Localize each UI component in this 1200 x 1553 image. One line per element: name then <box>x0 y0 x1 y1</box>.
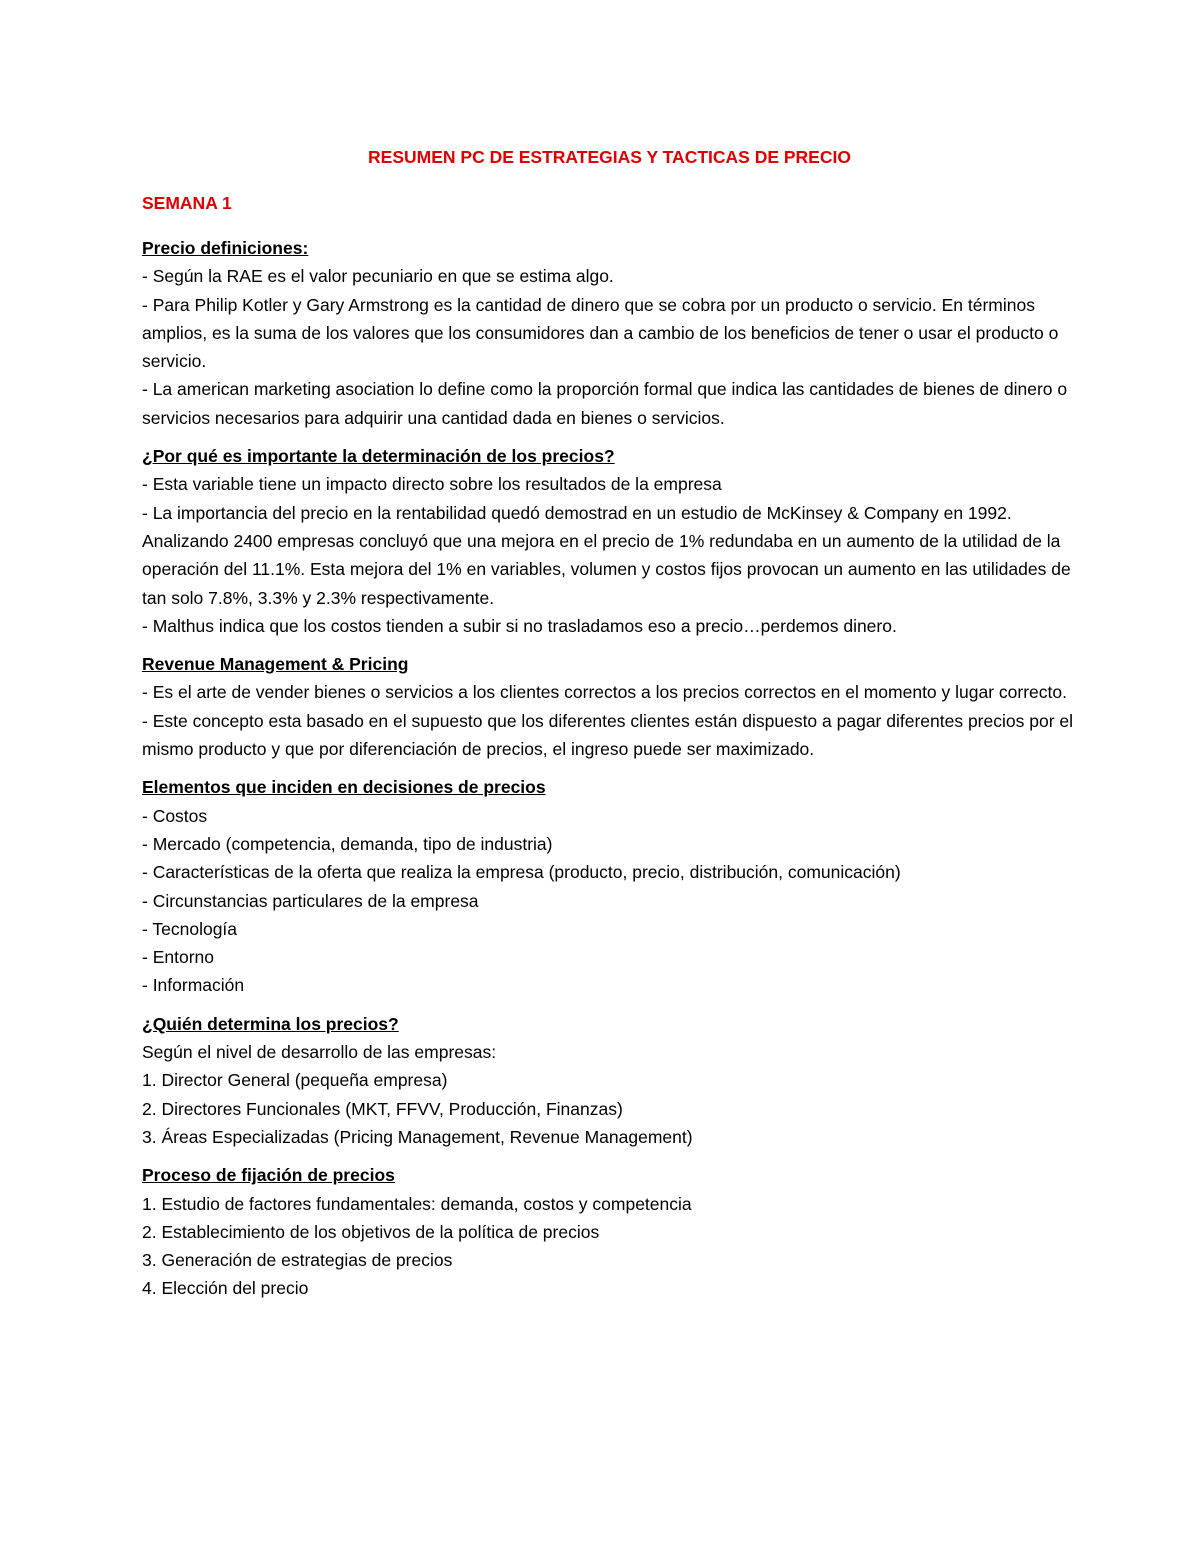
elements-list <box>142 802 1077 1000</box>
paragraph: - Malthus indica que los costos tienden a subir si no trasladamos eso a precio…perdemos dinero. <box>142 615 897 636</box>
list-item: - Mercado (competencia, demanda, tipo de industria) <box>142 833 553 854</box>
list-item: 2. Establecimiento de los objetivos de la política de precios <box>142 1221 600 1242</box>
paragraph: - Este concepto esta basado en el supuesto que los diferentes clientes están dispuesto a pagar diferentes precios por el mismo producto y que por diferenciación de precios, el ingreso puede ser maximizado. <box>142 710 1074 760</box>
list-item: - Costos <box>142 805 208 826</box>
list-item: - Circunstancias particulares de la empresa <box>142 890 479 911</box>
list-item: 3. Áreas Especializadas (Pricing Management, Revenue Management) <box>142 1126 693 1147</box>
section-heading: Precio definiciones: <box>142 238 309 258</box>
section-precio-definiciones <box>142 234 1077 432</box>
section-revenue-management <box>142 650 1077 763</box>
section-heading: Revenue Management & Pricing <box>142 654 409 675</box>
list-item: 1. Director General (pequeña empresa) <box>142 1070 448 1091</box>
section-heading: Elementos que inciden en decisiones de precios <box>142 777 546 798</box>
list-item: 1. Estudio de factores fundamentales: demanda, costos y competencia <box>142 1193 692 1214</box>
section-heading: Proceso de fijación de precios <box>142 1165 395 1186</box>
section-heading: ¿Por qué es importante la determinación de los precios? <box>142 446 615 467</box>
list-item: 4. Elección del precio <box>142 1278 309 1299</box>
section-elementos <box>142 773 1077 999</box>
week-label: SEMANA 1 <box>142 193 232 213</box>
paragraph: - Para Philip Kotler y Gary Armstrong es la cantidad de dinero que se cobra por un producto o servicio. En términos amplios, es la suma de los valores que los consumidores dan a cambio de los beneficios de tener o usar el producto o servicio. <box>142 294 1059 372</box>
section-quien-determina <box>142 1010 1077 1151</box>
list-item: - Tecnología <box>142 918 238 939</box>
paragraph: - Es el arte de vender bienes o servicios a los clientes correctos a los precios correctos en el momento y lugar correcto. <box>142 682 1067 703</box>
paragraph: - Esta variable tiene un impacto directo sobre los resultados de la empresa <box>142 474 722 495</box>
process-list <box>142 1190 1077 1303</box>
section-proceso-fijacion <box>142 1161 1077 1302</box>
list-item: - Entorno <box>142 947 214 968</box>
list-item: 3. Generación de estrategias de precios <box>142 1250 453 1271</box>
paragraph: - La american marketing asociation lo define como la proporción formal que indica las cantidades de bienes de dinero o servicios necesarios para adquirir una cantidad dada en bienes o servicios. <box>142 379 1068 428</box>
section-importancia-precios <box>142 442 1077 640</box>
paragraph: - La importancia del precio en la rentabilidad quedó demostrad en un estudio de McKinsey & Company en 1992. Analizando 2400 empresas concluyó que una mejora en el precio de 1% redundaba en un aumento de la utilidad de la operación del 11.1%. Esta mejora del 1% en variables, volumen y costos fijos provocan un aumento en las utilidades de tan solo 7.8%, 3.3% y 2.3% respectivamente. <box>142 502 1071 608</box>
list-item: - Características de la oferta que realiza la empresa (producto, precio, distribución, comunicación) <box>142 862 901 883</box>
section-heading: ¿Quién determina los precios? <box>142 1013 399 1034</box>
section-intro: Según el nivel de desarrollo de las empresas: <box>142 1042 497 1063</box>
roles-list <box>142 1066 1077 1151</box>
paragraph: - Según la RAE es el valor pecuniario en que se estima algo. <box>142 266 614 287</box>
document-title: RESUMEN PC DE ESTRATEGIAS Y TACTICAS DE PRECIO <box>368 147 851 167</box>
list-item: - Información <box>142 975 245 996</box>
document-page <box>142 143 1077 1313</box>
list-item: 2. Directores Funcionales (MKT, FFVV, Producción, Finanzas) <box>142 1098 623 1119</box>
